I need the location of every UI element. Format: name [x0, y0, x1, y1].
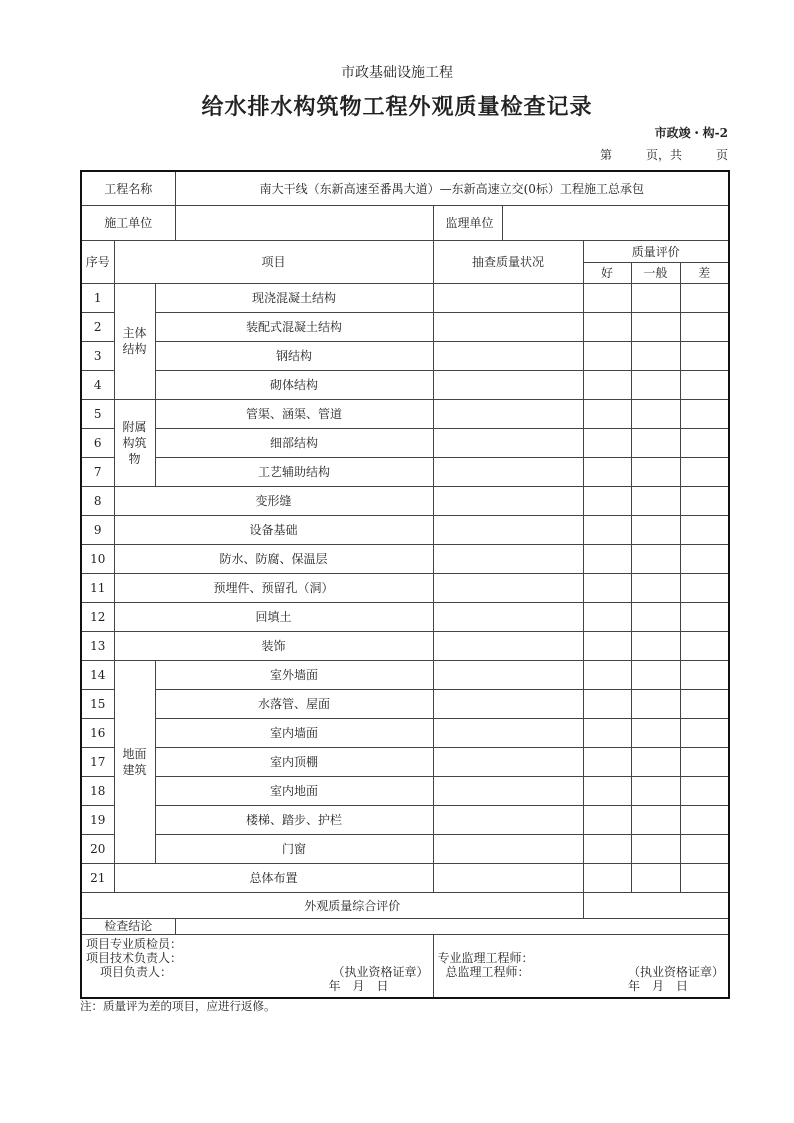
row-seq: 15 — [81, 689, 114, 718]
row-item: 细部结构 — [155, 428, 433, 457]
row-item: 装配式混凝土结构 — [155, 312, 433, 341]
row-good-cell[interactable] — [583, 283, 631, 312]
row-good-cell[interactable] — [583, 602, 631, 631]
row-status-cell[interactable] — [433, 312, 583, 341]
row-poor-cell[interactable] — [680, 515, 729, 544]
row-status-cell[interactable] — [433, 747, 583, 776]
page-title: 给水排水构筑物工程外观质量检查记录 — [201, 95, 593, 120]
row-fair-cell[interactable] — [631, 689, 680, 718]
contractor-sign-date: 年 月 日 — [328, 978, 389, 993]
row-seq: 6 — [81, 428, 114, 457]
row-status-cell[interactable] — [433, 805, 583, 834]
supervisor-cert-stamp: （执业资格证章） — [628, 964, 725, 979]
row-seq: 11 — [81, 573, 114, 602]
footnote: 注：质量评为差的项目，应进行返修。 — [80, 999, 276, 1013]
row-status-cell[interactable] — [433, 689, 583, 718]
supervisor-sign-date: 年 月 日 — [628, 978, 689, 993]
specialist-supervisor-label: 专业监理工程师： — [437, 950, 534, 965]
conclusion-label: 检查结论 — [81, 918, 175, 934]
item-header: 项目 — [114, 240, 433, 283]
row-seq: 20 — [81, 834, 114, 863]
row-status-cell[interactable] — [433, 370, 583, 399]
row-fair-cell[interactable] — [631, 660, 680, 689]
row-good-cell[interactable] — [583, 776, 631, 805]
row-status-cell[interactable] — [433, 283, 583, 312]
contractor-cert-stamp: （执业资格证章） — [332, 964, 429, 979]
row-seq: 10 — [81, 544, 114, 573]
project-name-value[interactable]: 南大干线（东新高速至番禺大道）—东新高速立交(0标）工程施工总承包 — [175, 171, 729, 205]
row-fair-cell[interactable] — [631, 370, 680, 399]
form-code: 市政竣・构-2 — [654, 126, 728, 140]
row-good-cell[interactable] — [583, 486, 631, 515]
row-poor-cell[interactable] — [680, 312, 729, 341]
row-status-cell[interactable] — [433, 602, 583, 631]
row-seq: 12 — [81, 602, 114, 631]
overall-evaluation-value[interactable] — [583, 892, 729, 918]
row-good-cell[interactable] — [583, 689, 631, 718]
row-seq: 3 — [81, 341, 114, 370]
row-seq: 17 — [81, 747, 114, 776]
overall-evaluation-label: 外观质量综合评价 — [81, 892, 583, 918]
row-good-cell[interactable] — [583, 718, 631, 747]
row-fair-cell[interactable] — [631, 283, 680, 312]
row-status-cell[interactable] — [433, 660, 583, 689]
conclusion-value[interactable] — [175, 918, 729, 934]
eval-fair-header: 一般 — [631, 262, 680, 283]
row-status-cell[interactable] — [433, 834, 583, 863]
row-status-cell[interactable] — [433, 631, 583, 660]
row-status-cell[interactable] — [433, 544, 583, 573]
row-item: 室内地面 — [155, 776, 433, 805]
group-main-structure: 主体结构 — [114, 283, 155, 399]
row-item: 变形缝 — [114, 486, 433, 515]
row-good-cell[interactable] — [583, 399, 631, 428]
row-poor-cell[interactable] — [680, 660, 729, 689]
row-poor-cell[interactable] — [680, 573, 729, 602]
row-item: 总体布置 — [114, 863, 433, 892]
row-fair-cell[interactable] — [631, 341, 680, 370]
row-seq: 16 — [81, 718, 114, 747]
row-poor-cell[interactable] — [680, 805, 729, 834]
row-poor-cell[interactable] — [680, 631, 729, 660]
row-poor-cell[interactable] — [680, 602, 729, 631]
row-seq: 21 — [81, 863, 114, 892]
row-item: 预埋件、预留孔（洞） — [114, 573, 433, 602]
row-seq: 7 — [81, 457, 114, 486]
row-fair-cell[interactable] — [631, 457, 680, 486]
row-item: 回填土 — [114, 602, 433, 631]
row-poor-cell[interactable] — [680, 457, 729, 486]
form-subtitle: 市政基础设施工程 — [341, 65, 453, 81]
row-fair-cell[interactable] — [631, 515, 680, 544]
row-item: 室内顶棚 — [155, 747, 433, 776]
project-manager-label: 项目负责人： — [100, 964, 173, 979]
supervision-unit-value[interactable] — [583, 205, 729, 240]
row-item: 室外墙面 — [155, 660, 433, 689]
row-item: 门窗 — [155, 834, 433, 863]
eval-poor-header: 差 — [680, 262, 729, 283]
row-status-cell[interactable] — [433, 718, 583, 747]
seq-header: 序号 — [81, 240, 114, 283]
row-fair-cell[interactable] — [631, 718, 680, 747]
row-good-cell[interactable] — [583, 573, 631, 602]
row-status-cell[interactable] — [433, 573, 583, 602]
row-item: 管渠、涵渠、管道 — [155, 399, 433, 428]
row-good-cell[interactable] — [583, 457, 631, 486]
row-poor-cell[interactable] — [680, 747, 729, 776]
row-poor-cell[interactable] — [680, 486, 729, 515]
row-fair-cell[interactable] — [631, 486, 680, 515]
construction-unit-value[interactable] — [175, 205, 433, 240]
row-fair-cell[interactable] — [631, 602, 680, 631]
row-seq: 14 — [81, 660, 114, 689]
construction-unit-label: 施工单位 — [81, 205, 175, 240]
row-good-cell[interactable] — [583, 660, 631, 689]
row-item: 现浇混凝土结构 — [155, 283, 433, 312]
row-status-cell[interactable] — [433, 515, 583, 544]
row-status-cell[interactable] — [433, 428, 583, 457]
row-poor-cell[interactable] — [680, 689, 729, 718]
row-seq: 1 — [81, 283, 114, 312]
row-seq: 18 — [81, 776, 114, 805]
row-poor-cell[interactable] — [680, 428, 729, 457]
row-good-cell[interactable] — [583, 834, 631, 863]
group-auxiliary: 附属构筑物 — [114, 399, 155, 486]
row-seq: 5 — [81, 399, 114, 428]
row-item: 工艺辅助结构 — [155, 457, 433, 486]
page-number-line — [600, 146, 728, 163]
row-good-cell[interactable] — [583, 631, 631, 660]
row-poor-cell[interactable] — [680, 776, 729, 805]
row-item: 钢结构 — [155, 341, 433, 370]
row-status-cell[interactable] — [433, 776, 583, 805]
row-poor-cell[interactable] — [680, 283, 729, 312]
row-fair-cell[interactable] — [631, 573, 680, 602]
row-good-cell[interactable] — [583, 863, 631, 892]
eval-good-header: 好 — [583, 262, 631, 283]
row-seq: 8 — [81, 486, 114, 515]
row-seq: 13 — [81, 631, 114, 660]
row-fair-cell[interactable] — [631, 399, 680, 428]
page-ye-gong-label: 页，共 — [645, 148, 682, 162]
row-status-cell[interactable] — [433, 863, 583, 892]
supervisor-signature-block — [433, 934, 729, 998]
supervision-unit-label: 监理单位 — [438, 206, 503, 240]
inspection-table — [80, 170, 730, 999]
chief-supervisor-label: 总监理工程师： — [445, 964, 530, 979]
row-poor-cell[interactable] — [680, 718, 729, 747]
row-seq: 4 — [81, 370, 114, 399]
row-status-cell[interactable] — [433, 399, 583, 428]
row-good-cell[interactable] — [583, 805, 631, 834]
row-status-cell[interactable] — [433, 457, 583, 486]
row-fair-cell[interactable] — [631, 805, 680, 834]
technical-lead-label: 项目技术负责人： — [86, 950, 183, 965]
row-good-cell[interactable] — [583, 544, 631, 573]
project-name-label: 工程名称 — [81, 171, 175, 205]
row-good-cell[interactable] — [583, 312, 631, 341]
row-fair-cell[interactable] — [631, 863, 680, 892]
row-poor-cell[interactable] — [680, 399, 729, 428]
row-poor-cell[interactable] — [680, 370, 729, 399]
row-poor-cell[interactable] — [680, 341, 729, 370]
row-status-cell[interactable] — [433, 341, 583, 370]
row-item: 楼梯、踏步、护栏 — [155, 805, 433, 834]
row-item: 设备基础 — [114, 515, 433, 544]
page-ye-label: 页 — [715, 148, 728, 162]
row-item: 砌体结构 — [155, 370, 433, 399]
page-di-label: 第 — [599, 148, 612, 162]
row-good-cell[interactable] — [583, 515, 631, 544]
row-item: 室内墙面 — [155, 718, 433, 747]
row-item: 装饰 — [114, 631, 433, 660]
row-item: 防水、防腐、保温层 — [114, 544, 433, 573]
row-item: 水落管、屋面 — [155, 689, 433, 718]
row-fair-cell[interactable] — [631, 544, 680, 573]
row-poor-cell[interactable] — [680, 834, 729, 863]
row-seq: 2 — [81, 312, 114, 341]
quality-inspector-label: 项目专业质检员： — [86, 936, 183, 951]
row-good-cell[interactable] — [583, 428, 631, 457]
row-fair-cell[interactable] — [631, 747, 680, 776]
row-seq: 9 — [81, 515, 114, 544]
row-poor-cell[interactable] — [680, 863, 729, 892]
row-good-cell[interactable] — [583, 341, 631, 370]
row-fair-cell[interactable] — [631, 428, 680, 457]
row-fair-cell[interactable] — [631, 776, 680, 805]
group-ground-building: 地面建筑 — [114, 660, 155, 863]
row-poor-cell[interactable] — [680, 544, 729, 573]
row-good-cell[interactable] — [583, 370, 631, 399]
row-status-cell[interactable] — [433, 486, 583, 515]
contractor-signature-block — [81, 934, 433, 998]
eval-header: 质量评价 — [583, 240, 729, 262]
row-good-cell[interactable] — [583, 747, 631, 776]
status-header: 抽查质量状况 — [433, 240, 583, 283]
row-fair-cell[interactable] — [631, 834, 680, 863]
row-fair-cell[interactable] — [631, 631, 680, 660]
row-seq: 19 — [81, 805, 114, 834]
row-fair-cell[interactable] — [631, 312, 680, 341]
